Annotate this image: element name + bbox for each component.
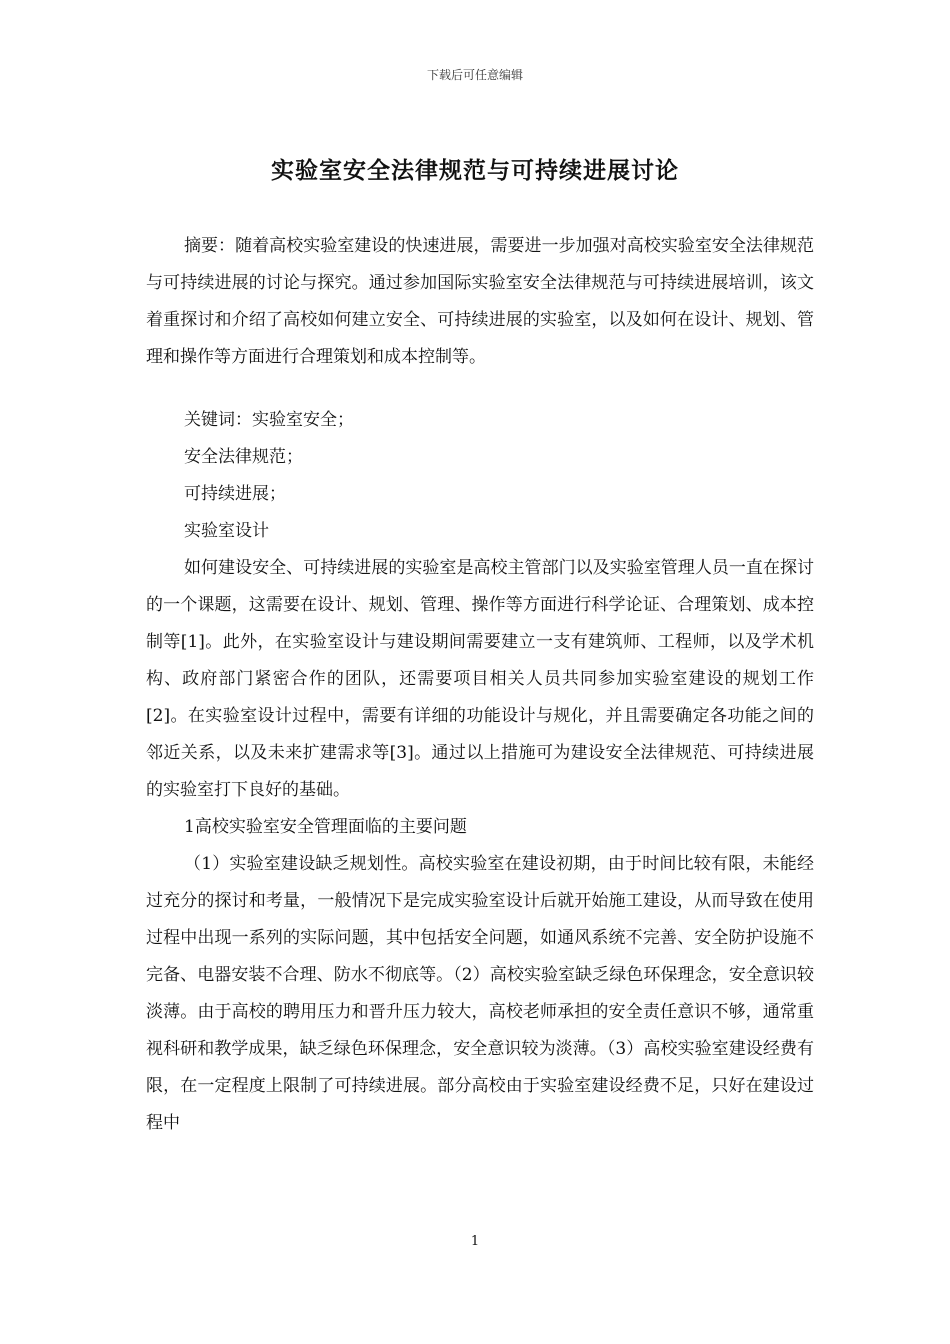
page-header: 下载后可任意编辑 (426, 68, 523, 82)
keyword-line: 安全法律规范； (184, 447, 303, 467)
keyword-line: 可持续进展； (184, 484, 286, 504)
document-title: 实验室安全法律规范与可持续进展讨论 (271, 157, 679, 184)
keyword-line: 实验室设计 (184, 521, 269, 541)
keyword-line: 关键词：实验室安全； (184, 410, 354, 430)
body-paragraph: （1）实验室建设缺乏规划性。高校实验室在建设初期，由于时间比较有限，未能经过充分的探讨和考量，一般情况下是完成实验室设计后就开始施工建设，从而导致在使用过程中出现一系列的实际问题，其中包括安全问题，如通风系统不完善、安全防护设施不完备、电器安装不合理、防水不彻底等。（2）高校实验室缺乏绿色环保理念，安全意识较淡薄。由于高校的聘用压力和晋升压力较大，高校老师承担的安全责任意识不够，通常重视科研和教学成果，缺乏绿色环保理念，安全意识较为淡薄。（3）高校实验室建设经费有限，在一定程度上限制了可持续进展。部分高校由于实验室建设经费不足，只好在建设过程中 (146, 854, 814, 1133)
document-body (146, 228, 814, 1142)
page-number: 1 (470, 1234, 480, 1249)
spacer (146, 376, 814, 402)
body-paragraph: 如何建设安全、可持续进展的实验室是高校主管部门以及实验室管理人员一直在探讨的一个课题，这需要在设计、规划、管理、操作等方面进行科学论证、合理策划、成本控制等[1]。此外，在实验室设计与建设期间需要建立一支有建筑师、工程师，以及学术机构、政府部门紧密合作的团队，还需要项目相关人员共同参加实验室建设的规划工作[2]。在实验室设计过程中，需要有详细的功能设计与规化，并且需要确定各功能之间的邻近关系，以及未来扩建需求等[3]。通过以上措施可为建设安全法律规范、可持续进展的实验室打下良好的基础。 (146, 558, 814, 800)
section-heading: 1高校实验室安全管理面临的主要问题 (184, 817, 467, 837)
abstract-paragraph: 摘要：随着高校实验室建设的快速进展，需要进一步加强对高校实验室安全法律规范与可持续进展的讨论与探究。通过参加国际实验室安全法律规范与可持续进展培训，该文着重探讨和介绍了高校如何建立安全、可持续进展的实验室，以及如何在设计、规划、管理和操作等方面进行合理策划和成本控制等。 (146, 236, 814, 367)
